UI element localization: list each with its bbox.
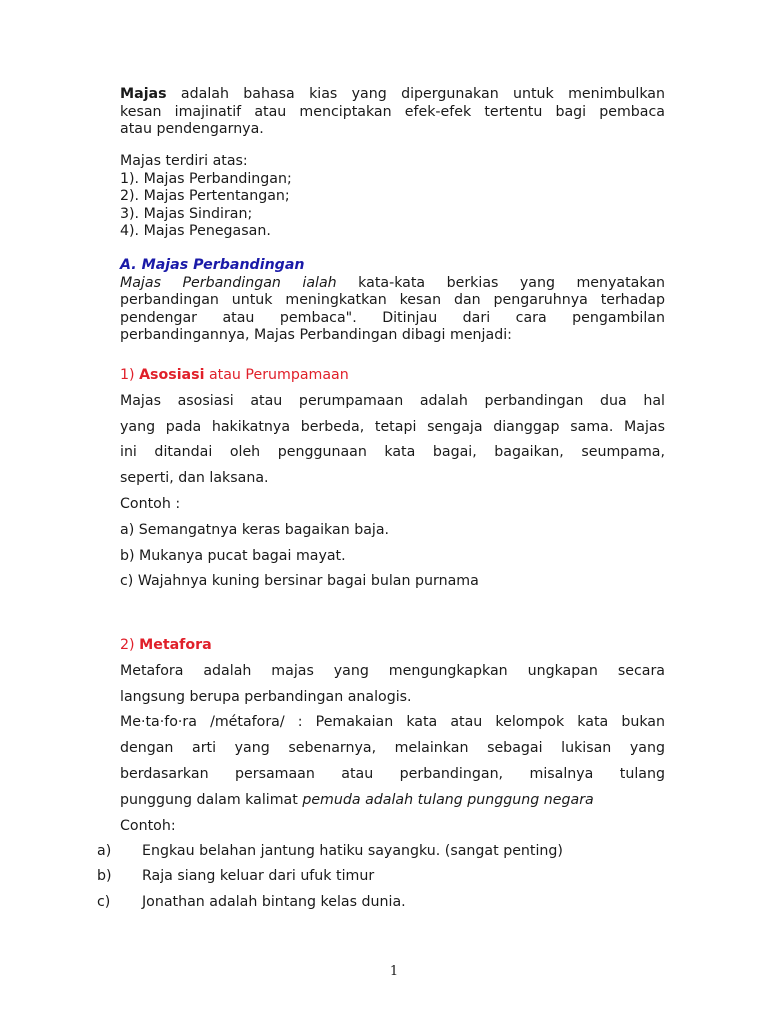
intro-line-3: atau pendengarnya.	[120, 121, 264, 137]
section-a-line-1: Majas Perbandingan ialah kata-kata berkias yang menyatakan	[120, 274, 666, 291]
types-list	[120, 153, 665, 241]
list-marker: a)	[97, 843, 112, 859]
asosiasi-example-label: Contoh :	[120, 495, 181, 512]
asosiasi-example: b) Mukanya pucat bagai mayat.	[120, 547, 346, 564]
asosiasi-line: yang pada hakikatnya berbeda, tetapi sengaja dianggap sama. Majas	[120, 418, 665, 435]
section-a-line-3: pendengar atau pembaca". Ditinjau dari cara pengambilan	[120, 309, 665, 326]
section-a-title: A. Majas Perbandingan	[120, 257, 305, 273]
section-a	[120, 257, 665, 345]
asosiasi-line: seperti, dan laksana.	[120, 470, 269, 487]
metafora-line: punggung dalam kalimat pemuda adalah tulang punggung negara	[120, 791, 594, 808]
list-item: Engkau belahan jantung hatiku sayangku. (sangat penting)	[142, 843, 563, 859]
list-item: Raja siang keluar dari ufuk timur	[142, 868, 375, 884]
list-item: 3). Majas Sindiran;	[120, 205, 253, 222]
list-item: 2). Majas Pertentangan;	[120, 188, 290, 204]
metafora-section	[120, 633, 665, 839]
types-heading: Majas terdiri atas:	[120, 153, 248, 169]
asosiasi-line: Majas asosiasi atau perumpamaan adalah perbandingan dua hal	[120, 392, 665, 409]
metafora-line: dengan arti yang sebenarnya, melainkan sebagai lukisan yang	[120, 740, 665, 757]
list-marker: c)	[97, 894, 111, 910]
asosiasi-example: c) Wajahnya kuning bersinar bagai bulan purnama	[120, 573, 479, 590]
asosiasi-section	[120, 363, 665, 595]
section-a-line-2: perbandingan untuk meningkatkan kesan dan pengaruhnya terhadap	[120, 292, 665, 308]
list-item: Jonathan adalah bintang kelas dunia.	[142, 894, 406, 910]
majas-term: Majas	[120, 86, 167, 102]
section-a-line-4: perbandingannya, Majas Perbandingan dibagi menjadi:	[120, 327, 512, 343]
intro-line-2: kesan imajinatif atau menciptakan efek-efek tertentu bagi pembaca	[120, 103, 665, 120]
asosiasi-example: a) Semangatnya keras bagaikan baja.	[120, 521, 390, 538]
metafora-line: langsung berupa perbandingan analogis.	[120, 688, 412, 705]
metafora-line: berdasarkan persamaan atau perbandingan, misalnya tulang	[120, 765, 665, 782]
metafora-line: Me·ta·fo·ra /métafora/ : Pemakaian kata atau kelompok kata bukan	[120, 714, 665, 731]
list-item: 4). Majas Penegasan.	[120, 223, 271, 239]
list-item: 1). Majas Perbandingan;	[120, 170, 292, 187]
list-marker: b)	[97, 868, 112, 884]
metafora-example-label: Contoh:	[120, 817, 176, 834]
asosiasi-line: ini ditandai oleh penggunaan kata bagai, bagaikan, seumpama,	[120, 444, 665, 461]
intro-line-1: Majas adalah bahasa kias yang dipergunakan untuk menimbulkan	[120, 86, 665, 102]
page-number: 1	[389, 964, 399, 979]
asosiasi-heading: 1) Asosiasi atau Perumpamaan	[120, 367, 349, 383]
intro-paragraph	[120, 86, 665, 139]
metafora-heading: 2) Metafora	[120, 637, 212, 653]
metafora-line: Metafora adalah majas yang mengungkapkan ungkapan secara	[120, 662, 665, 679]
